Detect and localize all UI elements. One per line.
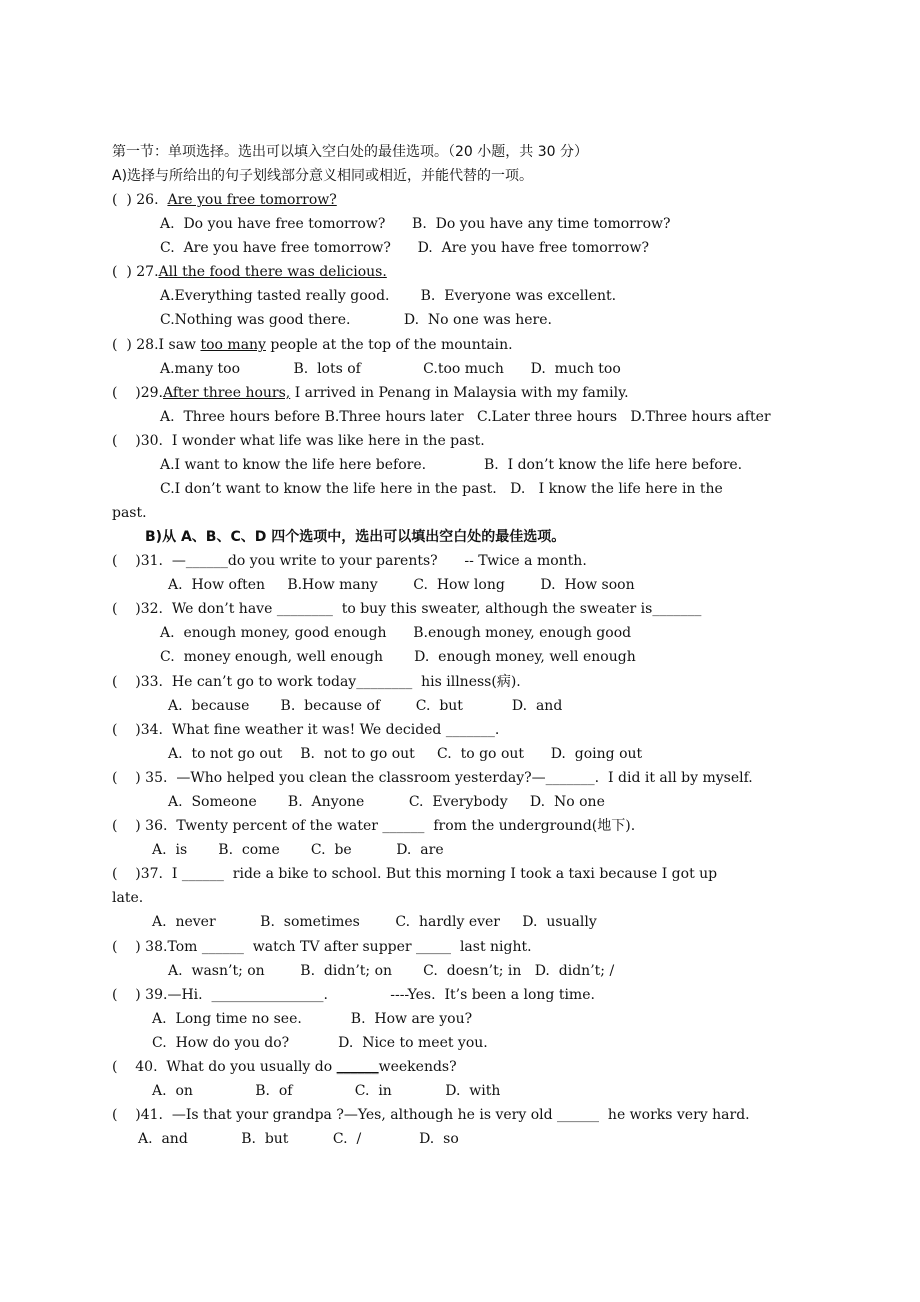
question-28-stem: ( ) 28.I saw too many people at the top of the mountain.: [112, 337, 513, 353]
question-26-stem: ( ) 26. Are you free tomorrow?: [112, 192, 337, 208]
question-29-stem: ( )29.After three hours, I arrived in Penang in Malaysia with my family.: [112, 385, 629, 401]
question-34-stem: ( )34. What fine weather it was! We decided _______.: [112, 722, 500, 738]
question-41-stem: ( )41. —Is that your grandpa ?—Yes, although he is very old ______ he works very hard.: [112, 1107, 750, 1123]
question-35-options: A. Someone B. Anyone C. Everybody D. No one: [168, 794, 605, 810]
question-33-options: A. because B. because of C. but D. and: [168, 698, 563, 714]
underlined-phrase: Are you free tomorrow?: [167, 192, 337, 208]
question-38-options: A. wasn’t; on B. didn’t; on C. doesn’t; in D. didn’t; /: [168, 963, 615, 979]
question-39-stem: ( ) 39.—Hi. ________________. ----Yes. It’s been a long time.: [112, 987, 595, 1003]
question-36-stem: ( ) 36. Twenty percent of the water ______ from the underground(地下).: [112, 818, 636, 834]
question-28-options: A.many too B. lots of C.too much D. much too: [160, 361, 621, 377]
question-37-stem: ( )37. I ______ ride a bike to school. But this morning I took a taxi because I got up: [112, 866, 718, 882]
question-32-options-2: C. money enough, well enough D. enough money, well enough: [160, 649, 636, 665]
question-36-options: A. is B. come C. be D. are: [152, 842, 444, 858]
section-title: 第一节：单项选择。选出可以填入空白处的最佳选项。（20 小题，共 30 分）: [112, 144, 588, 160]
part-a-instruction: A)选择与所给出的句子划线部分意义相同或相近，并能代替的一项。: [112, 168, 534, 184]
question-31-options: A. How often B.How many C. How long D. How soon: [168, 577, 635, 593]
underlined-phrase: too many: [200, 337, 266, 353]
question-29-options: A. Three hours before B.Three hours later C.Later three hours D.Three hours after: [160, 409, 771, 425]
question-39-options-2: C. How do you do? D. Nice to meet you.: [152, 1035, 488, 1051]
question-33-stem: ( )33. He can’t go to work today________ his illness(病).: [112, 674, 521, 690]
question-39-options-1: A. Long time no see. B. How are you?: [152, 1011, 473, 1027]
question-35-stem: ( ) 35. —Who helped you clean the classroom yesterday?—_______. I did it all by myself.: [112, 770, 753, 786]
question-37-stem-cont: late.: [112, 890, 144, 906]
question-27-options-1: A.Everything tasted really good. B. Everyone was excellent.: [160, 288, 617, 304]
question-32-stem: ( )32. We don’t have ________ to buy this sweater, although the sweater is_______: [112, 601, 702, 617]
question-31-stem: ( )31. —______do you write to your parents? -- Twice a month.: [112, 553, 587, 569]
question-40-options: A. on B. of C. in D. with: [152, 1083, 501, 1099]
question-27-options-2: C.Nothing was good there. D. No one was here.: [160, 312, 552, 328]
part-b-instruction: B)从 A、B、C、D 四个选项中，选出可以填出空白处的最佳选项。: [145, 529, 566, 545]
question-30-options-2: C.I don’t want to know the life here in the past. D. I know the life here in the: [160, 481, 723, 497]
question-38-stem: ( ) 38.Tom ______ watch TV after supper _____ last night.: [112, 939, 532, 955]
underlined-phrase: After three hours,: [163, 385, 291, 401]
question-30-options-3: past.: [112, 505, 147, 521]
question-30-options-1: A.I want to know the life here before. B. I don’t know the life here before.: [160, 457, 743, 473]
question-41-options: A. and B. but C. / D. so: [138, 1131, 459, 1147]
question-26-options-1: A. Do you have free tomorrow? B. Do you have any time tomorrow?: [160, 216, 671, 232]
question-37-options: A. never B. sometimes C. hardly ever D. usually: [152, 914, 597, 930]
underlined-phrase: All the food there was delicious.: [158, 264, 387, 280]
question-27-stem: ( ) 27.All the food there was delicious.: [112, 264, 387, 280]
blank: ______: [336, 1059, 379, 1075]
question-34-options: A. to not go out B. not to go out C. to go out D. going out: [168, 746, 643, 762]
question-30-stem: ( )30. I wonder what life was like here in the past.: [112, 433, 485, 449]
question-32-options-1: A. enough money, good enough B.enough money, enough good: [160, 625, 632, 641]
question-40-stem: ( 40. What do you usually do ______weekends?: [112, 1059, 457, 1075]
question-26-options-2: C. Are you have free tomorrow? D. Are you have free tomorrow?: [160, 240, 649, 256]
